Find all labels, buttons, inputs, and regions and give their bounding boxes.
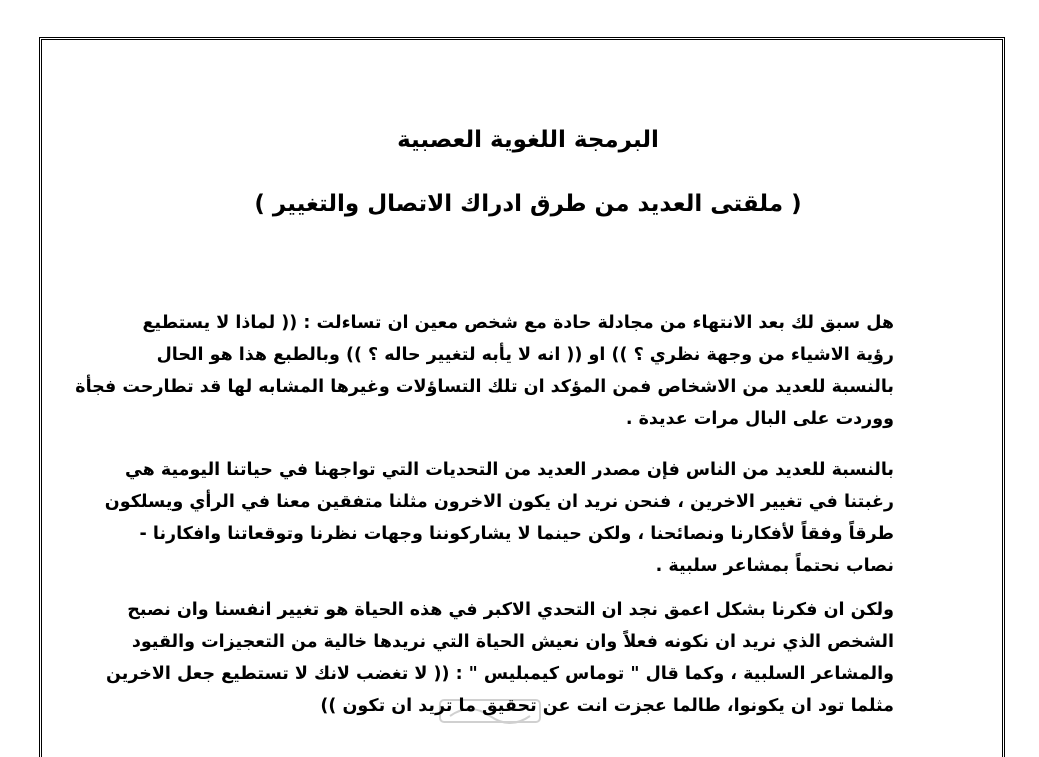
paragraph-line: بالنسبة للعديد من الاشخاص فمن المؤكد ان تلك التساؤلات وغيرها المشابه لها قد تطارحت فجأة <box>75 377 894 397</box>
paragraph-line: نصاب نحتماً بمشاعر سلبية . <box>655 556 894 576</box>
paragraph-line: ووردت على البال مرات عديدة . <box>625 409 894 429</box>
paragraph-line: الشخص الذي نريد ان نكونه فعلاً وان نعيش الحياة التي نريدها خالية من التعجيزات والقيود <box>131 632 894 652</box>
paragraph-line: رؤية الاشياء من وجهة نظري ؟ )) او (( انه لا يأبه لتغيير حاله ؟ )) وبالطبع هذا هو الحال <box>156 345 894 365</box>
paragraph <box>75 307 894 435</box>
paragraph-line: مثلما تود ان يكونوا، طالما عجزت انت عن تحقيق ما تريد ان تكون )) <box>320 696 894 716</box>
document-subtitle: ( ملقتى العديد من طرق ادراك الاتصال والتغيير ) <box>254 191 802 217</box>
watermark-logo <box>430 690 550 730</box>
paragraph-line: ولكن ان فكرنا بشكل اعمق نجد ان التحدي الاكبر في هذه الحياة هو تغيير انفسنا وان نصبح <box>127 600 894 620</box>
document-title: البرمجة اللغوية العصبية <box>397 127 659 153</box>
paragraph-line: بالنسبة للعديد من الناس فإن مصدر العديد من التحديات التي تواجهنا في حياتنا اليومية هي <box>124 460 894 480</box>
paragraph <box>104 454 894 582</box>
paragraph-line: رغبتنا في تغيير الاخرين ، فنحن نريد ان يكون الاخرون مثلنا متفقين معنا في الرأي ويسلكون <box>104 492 894 512</box>
paragraph-line: طرقاً وفقاً لأفكارنا ونصائحنا ، ولكن حينما لا يشاركوننا وجهات نظرنا وتوقعاتنا وافكارنا - <box>139 524 894 544</box>
document-page <box>39 37 1005 757</box>
paragraph-line: هل سبق لك بعد الانتهاء من مجادلة حادة مع شخص معين ان تساءلت : (( لماذا لا يستطيع <box>142 313 894 333</box>
paragraph-line: والمشاعر السلبية ، وكما قال " توماس كيمبليس " : (( لا تغضب لانك لا تستطيع جعل الاخرين <box>106 664 894 684</box>
